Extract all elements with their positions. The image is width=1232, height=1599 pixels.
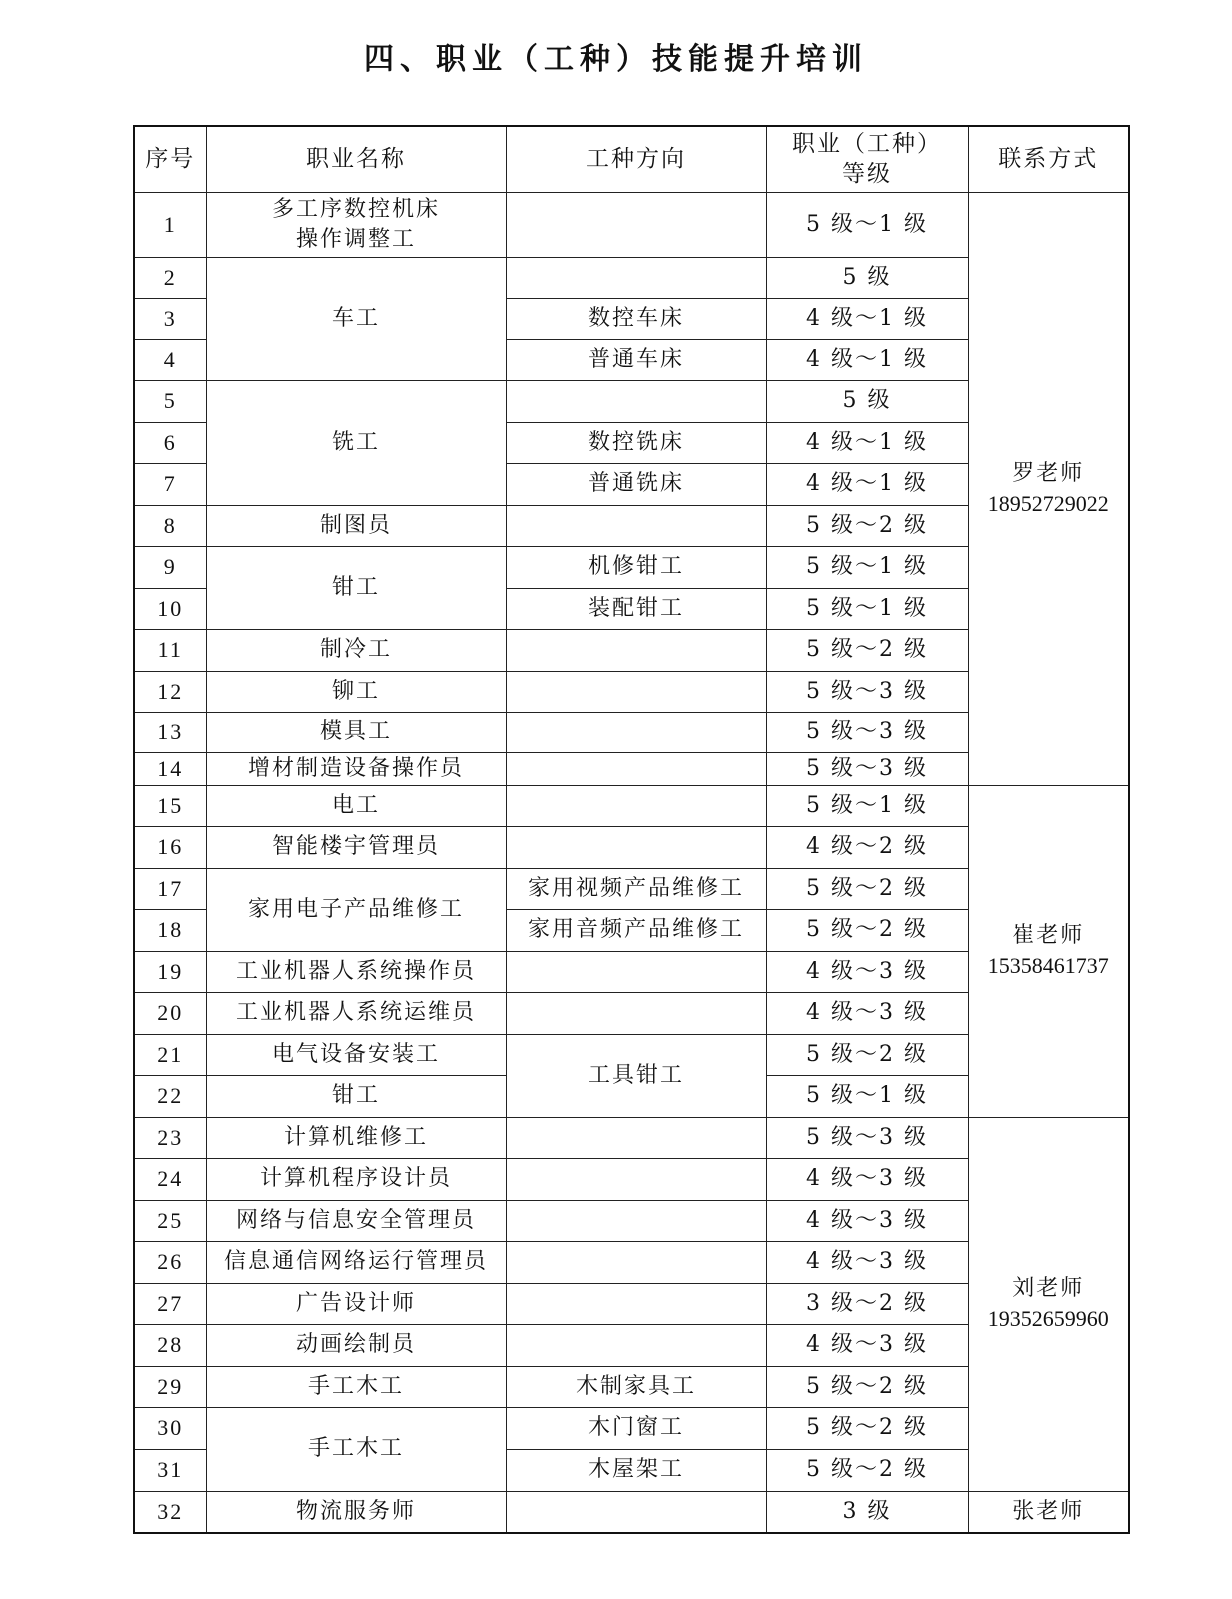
level-cell: 5 级～1 级	[766, 1075, 968, 1117]
row-number: 15	[134, 785, 206, 826]
occupation-cell: 制图员	[206, 505, 506, 546]
training-table	[133, 125, 1130, 1534]
occupation-cell: 车工	[206, 257, 506, 380]
direction-cell	[506, 951, 766, 992]
occupation-cell: 制冷工	[206, 629, 506, 671]
direction-cell	[506, 1117, 766, 1158]
level-cell: 5 级～3 级	[766, 752, 968, 785]
level-cell: 5 级～1 级	[766, 588, 968, 629]
row-number: 10	[134, 588, 206, 629]
level-cell: 5 级	[766, 380, 968, 422]
contact-name: 刘老师	[1012, 1276, 1085, 1301]
level-cell: 5 级～2 级	[766, 505, 968, 546]
header-level-line2: 等级	[842, 161, 892, 188]
row-number: 31	[134, 1449, 206, 1491]
row-number: 3	[134, 298, 206, 339]
level-cell: 5 级～2 级	[766, 1407, 968, 1449]
header-contact: 联系方式	[968, 126, 1129, 192]
level-cell: 4 级～3 级	[766, 1241, 968, 1283]
row-number: 6	[134, 422, 206, 463]
row-number: 14	[134, 752, 206, 785]
row-number: 4	[134, 339, 206, 380]
level-cell: 5 级～1 级	[766, 546, 968, 588]
occupation-cell: 模具工	[206, 712, 506, 752]
row-number: 16	[134, 826, 206, 868]
row-number: 22	[134, 1075, 206, 1117]
contact-name: 张老师	[1012, 1498, 1085, 1524]
direction-cell	[506, 505, 766, 546]
row-number: 7	[134, 463, 206, 505]
direction-cell	[506, 380, 766, 422]
occupation-cell: 家用电子产品维修工	[206, 868, 506, 951]
direction-cell	[506, 629, 766, 671]
contact-name: 崔老师	[1012, 923, 1085, 948]
direction-cell	[506, 1491, 766, 1533]
row-number: 29	[134, 1366, 206, 1407]
row-number: 30	[134, 1407, 206, 1449]
occupation-cell: 电工	[206, 785, 506, 826]
row-number: 11	[134, 629, 206, 671]
table-row	[134, 1117, 1129, 1158]
header-direction: 工种方向	[506, 126, 766, 192]
contact-name: 罗老师	[1012, 460, 1085, 486]
level-cell: 4 级～1 级	[766, 422, 968, 463]
level-cell: 4 级～1 级	[766, 298, 968, 339]
level-cell: 3 级～2 级	[766, 1283, 968, 1324]
row-number: 24	[134, 1158, 206, 1200]
row-number: 25	[134, 1200, 206, 1241]
level-cell: 5 级～2 级	[766, 1034, 968, 1075]
occupation-cell: 物流服务师	[206, 1491, 506, 1533]
direction-cell	[506, 712, 766, 752]
level-cell: 5 级～2 级	[766, 1366, 968, 1407]
contact-phone: 18952729022	[987, 490, 1109, 516]
level-cell: 4 级～3 级	[766, 1158, 968, 1200]
level-cell: 4 级～3 级	[766, 1324, 968, 1366]
occupation-cell: 电气设备安装工	[206, 1034, 506, 1075]
level-cell: 4 级～3 级	[766, 1200, 968, 1241]
occupation-cell: 钳工	[206, 546, 506, 629]
occupation-cell: 动画绘制员	[206, 1324, 506, 1366]
row-number: 27	[134, 1283, 206, 1324]
direction-cell: 工具钳工	[506, 1034, 766, 1117]
contact-phone: 15358461737	[987, 953, 1109, 978]
table-header-row	[134, 126, 1129, 192]
row-number: 9	[134, 546, 206, 588]
direction-cell	[506, 826, 766, 868]
occupation-cell: 工业机器人系统操作员	[206, 951, 506, 992]
direction-cell: 装配钳工	[506, 588, 766, 629]
row-number: 1	[134, 192, 206, 257]
level-cell: 5 级～3 级	[766, 712, 968, 752]
table-row	[134, 192, 1129, 257]
level-cell: 4 级～1 级	[766, 463, 968, 505]
direction-cell: 普通铣床	[506, 463, 766, 505]
direction-cell: 数控车床	[506, 298, 766, 339]
contact-cell	[968, 192, 1129, 785]
occupation-cell: 智能楼宇管理员	[206, 826, 506, 868]
page-title: 四、职业（工种）技能提升培训	[364, 42, 868, 77]
level-cell: 5 级～3 级	[766, 1117, 968, 1158]
row-number: 2	[134, 257, 206, 298]
row-number: 19	[134, 951, 206, 992]
occupation-cell: 网络与信息安全管理员	[206, 1200, 506, 1241]
direction-cell	[506, 785, 766, 826]
row-number: 12	[134, 671, 206, 712]
occupation-cell: 增材制造设备操作员	[206, 752, 506, 785]
table-row	[134, 785, 1129, 826]
direction-cell: 木屋架工	[506, 1449, 766, 1491]
occupation-cell: 工业机器人系统运维员	[206, 992, 506, 1034]
occupation-cell: 钳工	[206, 1075, 506, 1117]
occupation-cell: 手工木工	[206, 1407, 506, 1491]
row-number: 5	[134, 380, 206, 422]
occupation-cell: 计算机维修工	[206, 1117, 506, 1158]
table-row	[134, 1491, 1129, 1533]
direction-cell	[506, 1241, 766, 1283]
row-number: 17	[134, 868, 206, 909]
level-cell: 4 级～2 级	[766, 826, 968, 868]
occupation-cell	[206, 192, 506, 257]
level-cell: 5 级	[766, 257, 968, 298]
direction-cell	[506, 992, 766, 1034]
contact-cell	[968, 1117, 1129, 1491]
level-cell: 5 级～2 级	[766, 909, 968, 951]
row-number: 18	[134, 909, 206, 951]
header-level-line1: 职业（工种）	[792, 131, 942, 158]
row-number: 8	[134, 505, 206, 546]
row-number: 32	[134, 1491, 206, 1533]
row-number: 21	[134, 1034, 206, 1075]
occupation-line1: 多工序数控机床	[271, 196, 440, 222]
contact-cell	[968, 785, 1129, 1117]
row-number: 23	[134, 1117, 206, 1158]
direction-cell	[506, 1324, 766, 1366]
direction-cell: 木制家具工	[506, 1366, 766, 1407]
occupation-cell: 铣工	[206, 380, 506, 505]
level-cell: 5 级～2 级	[766, 1449, 968, 1491]
header-occupation: 职业名称	[206, 126, 506, 192]
direction-cell: 家用音频产品维修工	[506, 909, 766, 951]
contact-cell	[968, 1491, 1129, 1533]
level-cell: 4 级～1 级	[766, 339, 968, 380]
direction-cell	[506, 257, 766, 298]
direction-cell: 普通车床	[506, 339, 766, 380]
occupation-cell: 计算机程序设计员	[206, 1158, 506, 1200]
row-number: 13	[134, 712, 206, 752]
direction-cell: 家用视频产品维修工	[506, 868, 766, 909]
occupation-line2: 操作调整工	[295, 226, 416, 252]
header-level	[766, 126, 968, 192]
direction-cell: 木门窗工	[506, 1407, 766, 1449]
row-number: 20	[134, 992, 206, 1034]
direction-cell	[506, 1158, 766, 1200]
occupation-cell: 手工木工	[206, 1366, 506, 1407]
level-cell: 3 级	[766, 1491, 968, 1533]
level-cell: 4 级～3 级	[766, 951, 968, 992]
occupation-cell: 信息通信网络运行管理员	[206, 1241, 506, 1283]
level-cell: 5 级～1 级	[766, 192, 968, 257]
direction-cell	[506, 752, 766, 785]
level-cell: 5 级～2 级	[766, 629, 968, 671]
direction-cell	[506, 192, 766, 257]
occupation-cell: 铆工	[206, 671, 506, 712]
level-cell: 5 级～3 级	[766, 671, 968, 712]
direction-cell	[506, 1283, 766, 1324]
direction-cell	[506, 671, 766, 712]
direction-cell: 机修钳工	[506, 546, 766, 588]
row-number: 28	[134, 1324, 206, 1366]
level-cell: 4 级～3 级	[766, 992, 968, 1034]
direction-cell	[506, 1200, 766, 1241]
level-cell: 5 级～1 级	[766, 785, 968, 826]
row-number: 26	[134, 1241, 206, 1283]
contact-phone: 19352659960	[987, 1306, 1109, 1331]
level-cell: 5 级～2 级	[766, 868, 968, 909]
direction-cell: 数控铣床	[506, 422, 766, 463]
occupation-cell: 广告设计师	[206, 1283, 506, 1324]
header-seq: 序号	[134, 126, 206, 192]
